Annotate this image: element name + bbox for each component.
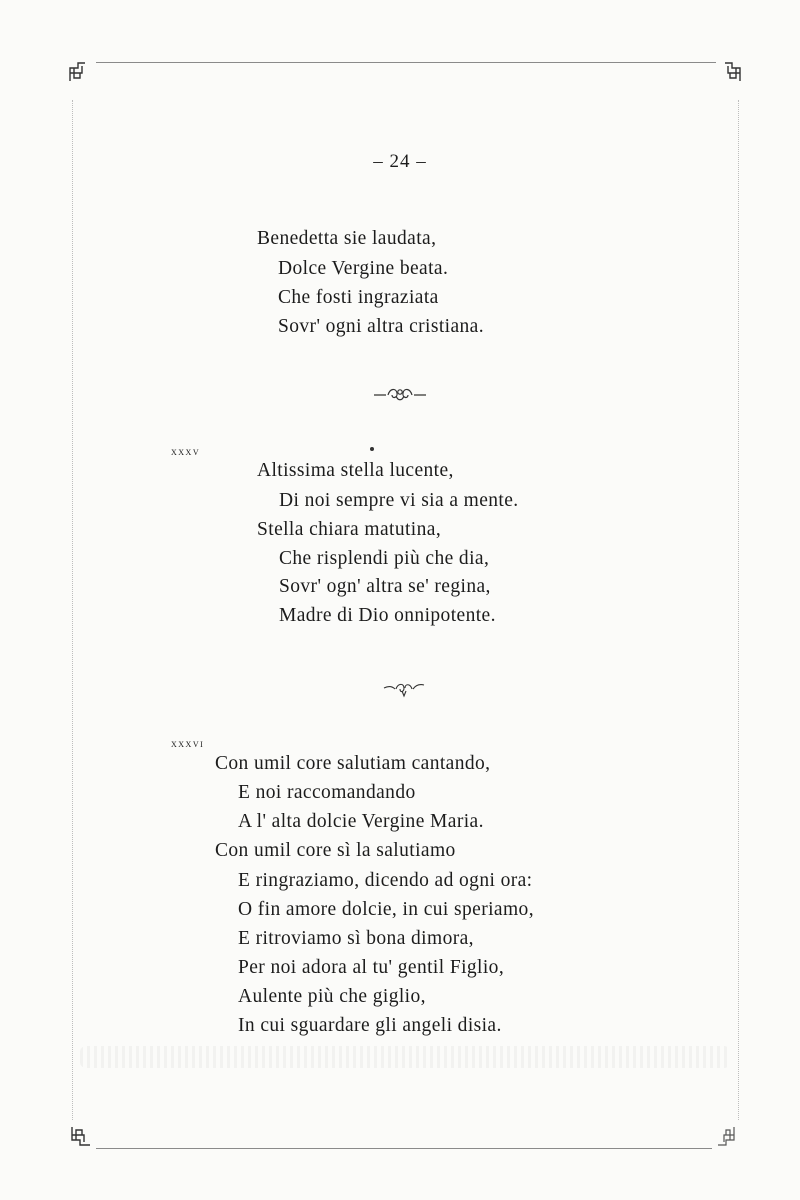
page-number: – 24 – [373,151,427,172]
printer-dot [370,447,374,451]
top-border-rule [96,62,716,63]
stanza-number: xxxv [171,446,201,458]
verse-line: Con umil core salutiam cantando, [215,753,491,774]
corner-ornament-top-right-icon [720,60,742,82]
corner-ornament-top-left-icon [68,60,90,82]
verse-line: Che fosti ingraziata [278,287,439,308]
verse-line: Aulente più che giglio, [238,986,426,1007]
verse-line: Per noi adora al tu' gentil Figlio, [238,957,505,978]
verse-line: Benedetta sie laudata, [257,228,437,249]
verse-line: Stella chiara matutina, [257,519,442,540]
verse-line: E ritroviamo sì bona dimora, [238,928,474,949]
vine-ornament-icon [372,384,428,404]
verse-line: Dolce Vergine beata. [278,258,449,279]
verse-line: O fin amore dolcie, in cui speriamo, [238,899,534,920]
verse-line: In cui sguardare gli angeli disia. [238,1015,502,1036]
verse-line: Altissima stella lucente, [257,460,454,481]
verse-line: Sovr' ogn' altra se' regina, [279,576,491,597]
verse-line: Di noi sempre vi sia a mente. [279,490,519,511]
verse-line: E noi raccomandando [238,782,416,803]
corner-ornament-bottom-left-icon [70,1126,92,1148]
verse-line: Madre di Dio onnipotente. [279,605,496,626]
verse-line: A l' alta dolcie Vergine Maria. [238,811,484,832]
stanza-number: xxxvi [171,738,205,750]
verse-line: Che risplendi più che dia, [279,548,490,569]
vine-ornament-icon [382,680,426,698]
left-margin-line [72,100,73,1120]
corner-ornament-bottom-right-icon [716,1126,738,1148]
verse-line: Con umil core sì la salutiamo [215,840,456,861]
paper-smudge [80,1046,730,1068]
right-margin-line [738,100,739,1120]
verse-line: E ringraziamo, dicendo ad ogni ora: [238,870,533,891]
verse-line: Sovr' ogni altra cristiana. [278,316,485,337]
bottom-border-rule [96,1148,712,1149]
